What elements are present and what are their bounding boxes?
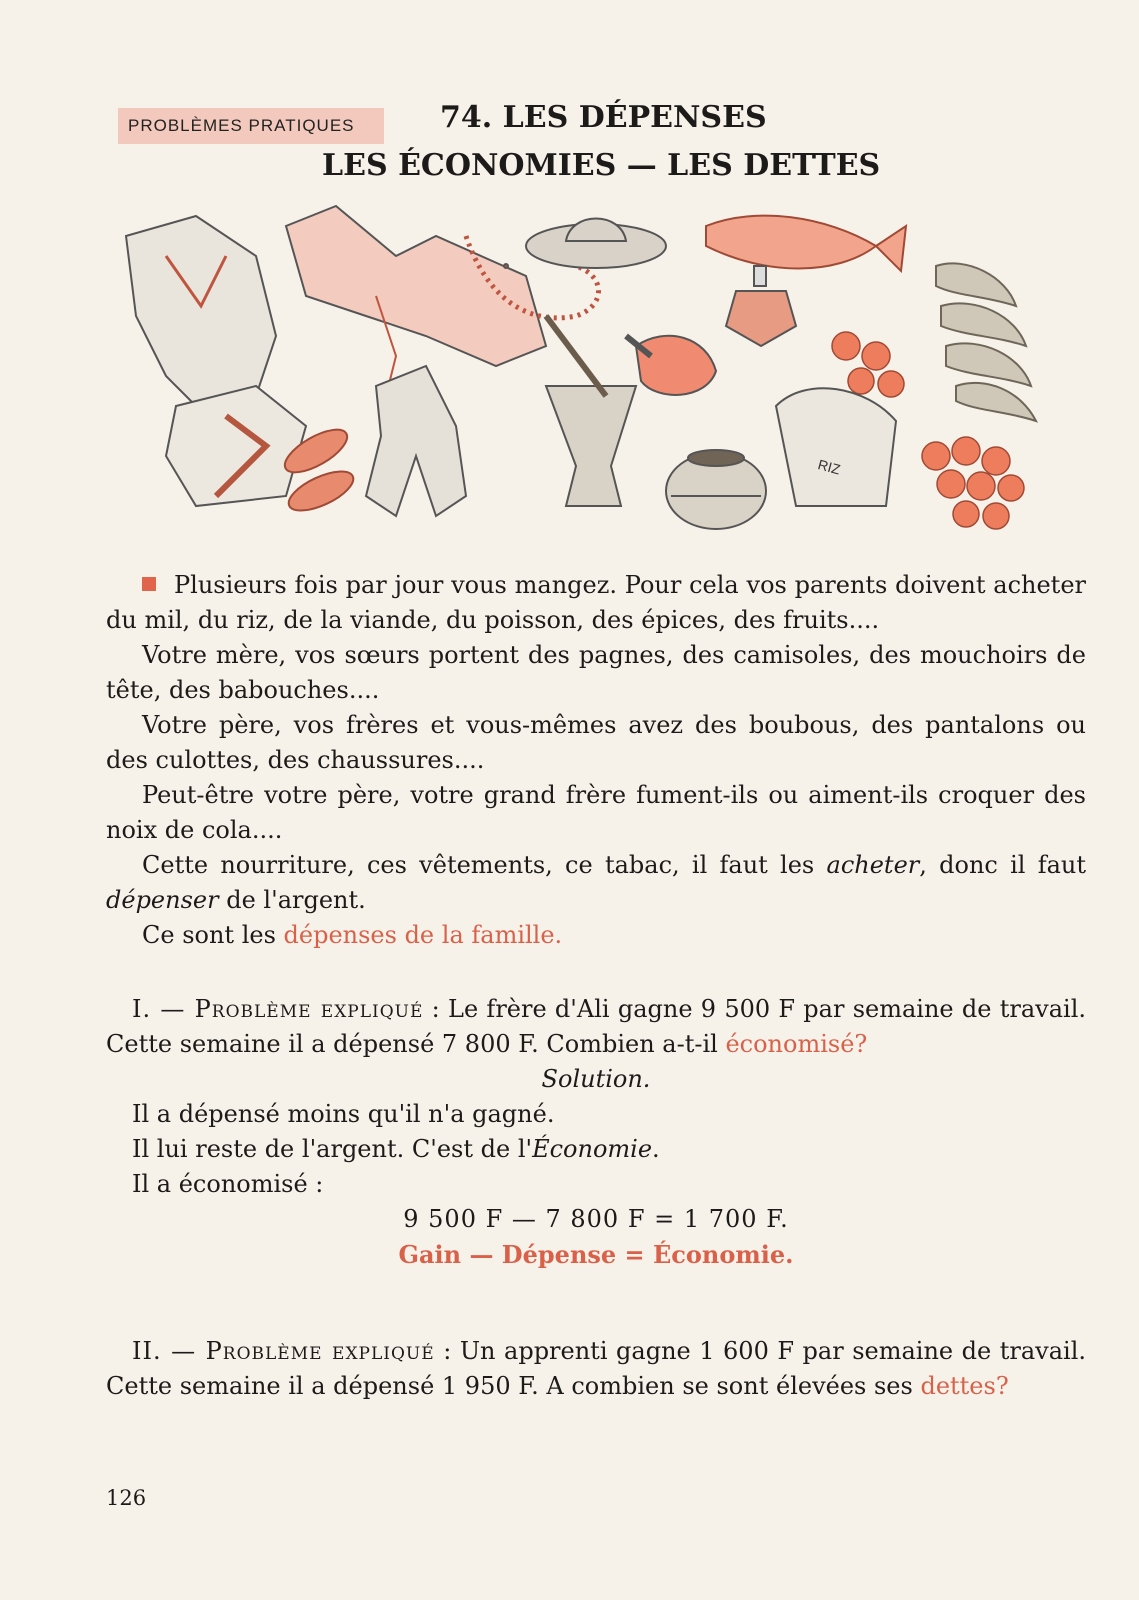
meat-drawing: [626, 336, 716, 395]
lesson-title: 74. LES DÉPENSES: [440, 100, 767, 135]
perfume-bottle-drawing: [726, 266, 796, 346]
problem-2: [106, 1334, 1086, 1404]
solution-line-2: Il lui reste de l'argent. C'est de l'Économie.: [132, 1135, 660, 1163]
dress-drawing: [286, 206, 546, 396]
intro-paragraph-5: Cette nourriture, ces vêtements, ce tabac, il faut les acheter, donc il faut dépenser de l'argent.: [106, 851, 1087, 914]
lesson-subtitle: LES ÉCONOMIES — LES DETTES: [322, 148, 881, 183]
intro-paragraph-6: Ce sont les dépenses de la famille.: [142, 921, 563, 949]
pot-drawing: [666, 450, 766, 529]
household-goods-illustration: [106, 196, 1076, 556]
rice-sack-drawing: [776, 388, 896, 506]
hat-drawing: [526, 219, 666, 269]
intro-paragraph-4: Peut-être votre père, votre grand frère fument-ils ou aiment-ils croquer des noix de cola....: [106, 781, 1086, 844]
bananas-drawing: [936, 263, 1036, 421]
solution-heading: Solution.: [541, 1065, 651, 1093]
fish-drawing: [706, 216, 906, 271]
boubou-drawing: [126, 216, 276, 406]
problem-1: [106, 992, 1086, 1272]
section-tag: PROBLÈMES PRATIQUES: [118, 108, 384, 144]
intro-paragraph-3: Votre père, vos frères et vous-mêmes avez des boubous, des pantalons ou des culottes, des chaussures....: [106, 711, 1086, 774]
mortar-drawing: [546, 316, 636, 506]
solution-line-3: Il a économisé :: [132, 1170, 324, 1198]
page-number: 126: [106, 1486, 147, 1510]
intro-paragraph-2: Votre mère, vos sœurs portent des pagnes, des camisoles, des mouchoirs de tête, des babouches....: [106, 641, 1086, 704]
formula: Gain — Dépense = Économie.: [398, 1240, 794, 1269]
shirt-drawing: [166, 386, 306, 506]
bullet-square-icon: [142, 577, 156, 591]
equation: 9 500 F — 7 800 F = 1 700 F.: [403, 1205, 789, 1233]
intro-paragraph-1: Plusieurs fois par jour vous mangez. Pour cela vos parents doivent acheter du mil, du riz, de la viande, du poisson, des épices, des fruits....: [106, 571, 1086, 634]
problem-1-statement: I. — Problème expliqué : Le frère d'Ali gagne 9 500 F par semaine de travail. Cette semaine il a dépensé 7 800 F. Combien a-t-il économisé?: [106, 995, 1086, 1058]
oranges-drawing: [922, 437, 1024, 529]
intro-text: [106, 568, 1086, 953]
trousers-drawing: [366, 366, 466, 516]
rice-label: RIZ: [816, 456, 843, 478]
solution-line-1: Il a dépensé moins qu'il n'a gagné.: [132, 1100, 555, 1128]
problem-2-statement: II. — Problème expliqué : Un apprenti gagne 1 600 F par semaine de travail. Cette semaine il a dépensé 1 950 F. A combien se sont élevées ses dettes?: [106, 1337, 1087, 1400]
fruits-drawing: [832, 332, 904, 397]
